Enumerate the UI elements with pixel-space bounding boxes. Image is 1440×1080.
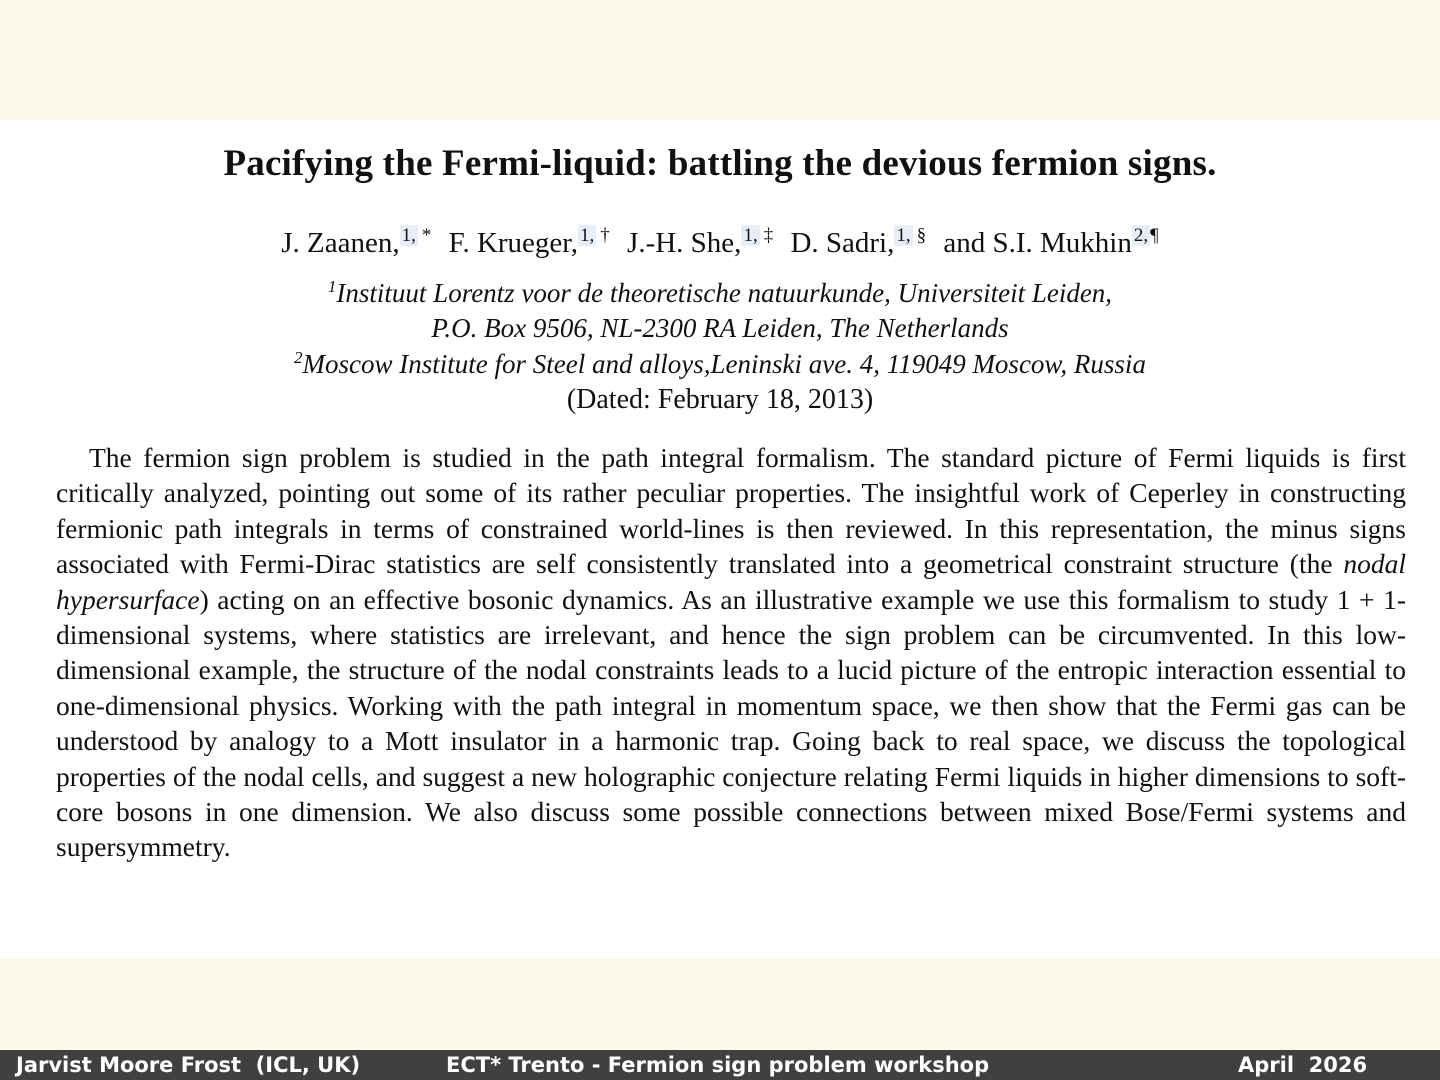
footnote-mark: * [421, 225, 432, 246]
affiliation-ref: 1, [580, 225, 595, 246]
footnote-mark: § [916, 225, 927, 246]
affiliation-text: Moscow Institute for Steel and alloys,Leninski ave. 4, 119049 Moscow, Russia [302, 349, 1146, 379]
abstract-text-continued: ) acting on an effective bosonic dynamics. As an illustrative example we use this formalism to study 1 + 1-dimensional systems, where statistics are irrelevant, and hence the sign problem can be circumvented. In this low-dimensional example, the structure of the nodal constraints leads to a lucid picture of the entropic interaction essential to one-dimensional physics. Working with the path integral in momentum space, we then show that the Fermi gas can be understood by analogy to a Mott insulator in a harmonic trap. Going back to real space, we discuss the topological properties of the nodal cells, and suggest a new holographic conjecture relating Fermi liquids in higher dimensions to soft-core bosons in one dimension. We also discuss some possible connections between mixed Bose/Fermi systems and supersymmetry. [56, 583, 1406, 863]
footer-event: ECT* Trento - Fermion sign problem workshop [446, 1053, 990, 1077]
footer-date: April 2026 [1238, 1053, 1368, 1077]
footnote-mark: ¶ [1150, 225, 1159, 246]
affiliation-ref: 2, [1133, 225, 1149, 246]
affiliation-ref: 1, [896, 225, 911, 246]
affiliation-text: Instituut Lorentz voor de theoretische natuurkunde, Universiteit Leiden, [336, 278, 1113, 308]
author-name: F. Krueger, [448, 227, 579, 259]
author-name: and S.I. Mukhin [943, 227, 1132, 259]
footnote-mark: ‡ [763, 225, 774, 246]
dated-line: (Dated: February 18, 2013) [566, 384, 874, 415]
affiliation-ref: 1, [401, 225, 416, 246]
paper-title: Pacifying the Fermi-liquid: battling the devious fermion signs. [223, 143, 1217, 184]
author-name: J. Zaanen, [281, 227, 400, 259]
author-list [0, 225, 1440, 260]
slide-footer [0, 1050, 1440, 1080]
affiliation-number: 1 [327, 277, 337, 296]
author-name: J.-H. She, [627, 227, 742, 259]
abstract-text: The fermion sign problem is studied in the path integral formalism. The standard picture of Fermi liquids is first critically analyzed, pointing out some of its rather peculiar properties. The insightful work of Ceperley in constructing fermionic path integrals in terms of constrained world-lines is then reviewed. In this representation, the minus signs associated with Fermi-Dirac statistics are self consistently translated into a geometrical constraint structure (the [56, 442, 1406, 580]
affiliation-ref: 1, [743, 225, 758, 246]
paper-excerpt [0, 120, 1440, 958]
affiliation-number: 2 [294, 348, 303, 367]
abstract [56, 440, 1406, 865]
footnote-mark: † [600, 225, 610, 246]
affiliation-1-line-1 [0, 277, 1440, 309]
author-name: D. Sadri, [790, 227, 895, 259]
footer-presenter: Jarvist Moore Frost (ICL, UK) [16, 1053, 361, 1077]
abstract-italic-term: nodal hypersurface [56, 548, 1406, 615]
affiliation-1-line-2: P.O. Box 9506, NL-2300 RA Leiden, The Netherlands [431, 313, 1009, 343]
affiliation-2 [0, 348, 1440, 380]
